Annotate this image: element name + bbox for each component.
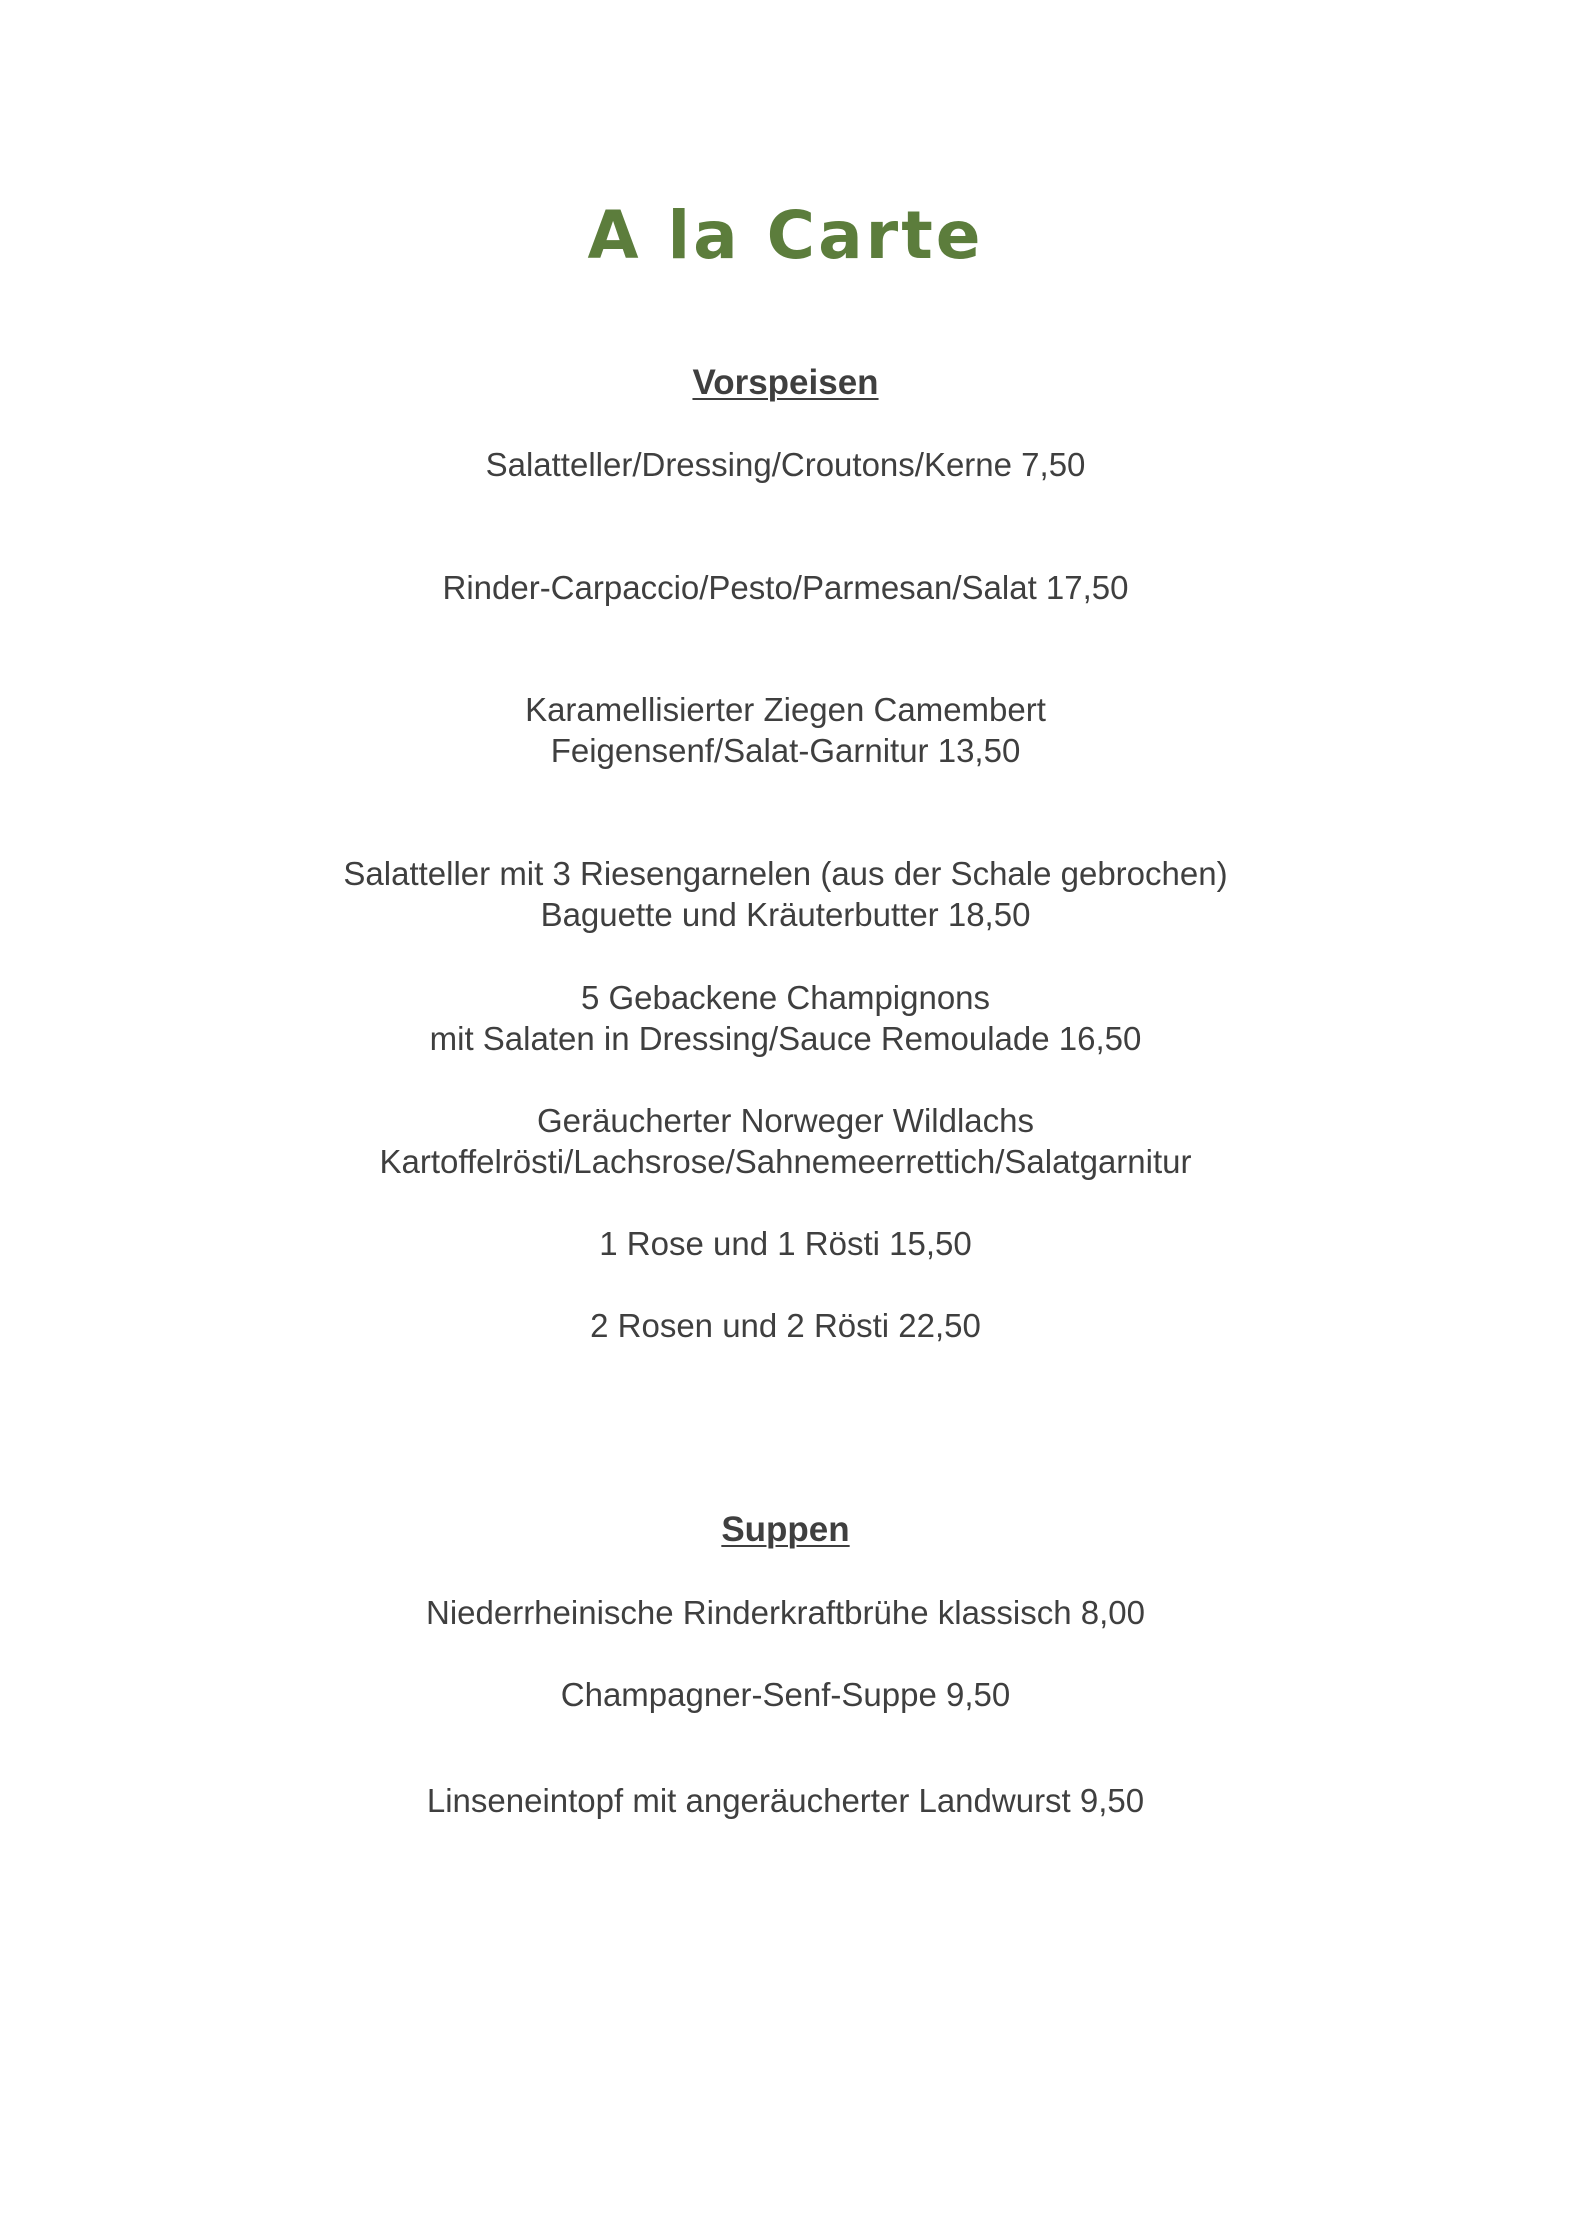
menu-item [0, 1223, 1571, 1264]
menu-item-line: 1 Rose und 1 Rösti 15,50 [599, 1225, 972, 1262]
menu-item [0, 1592, 1571, 1633]
menu-item-line: Feigensenf/Salat-Garnitur 13,50 [550, 732, 1021, 769]
section-heading-suppen: Suppen [721, 1510, 850, 1549]
menu-item-line: 5 Gebackene Champignons [580, 979, 991, 1016]
menu-item-line: Niederrheinische Rinderkraftbrühe klassisch 8,00 [425, 1594, 1146, 1631]
section-heading-vorspeisen: Vorspeisen [692, 363, 879, 402]
menu-item [0, 1305, 1571, 1346]
menu-item-line: mit Salaten in Dressing/Sauce Remoulade 16,50 [429, 1020, 1142, 1057]
page-title: A la Carte [587, 197, 984, 274]
menu-item-line: Geräucherter Norweger Wildlachs [536, 1102, 1034, 1139]
menu-item-line: Karamellisierter Ziegen Camembert [525, 691, 1046, 728]
menu-item [0, 977, 1571, 1059]
menu-item [0, 689, 1571, 771]
menu-item-line: Rinder-Carpaccio/Pesto/Parmesan/Salat 17,50 [442, 569, 1129, 606]
menu-item-line: Linseneintopf mit angeräucherter Landwurst 9,50 [426, 1782, 1145, 1819]
menu-item-line: Kartoffelrösti/Lachsrose/Sahnemeerrettich/Salatgarnitur [379, 1143, 1192, 1180]
menu-item-line: Baguette und Kräuterbutter 18,50 [540, 896, 1031, 933]
menu-item [0, 1780, 1571, 1821]
menu-item [0, 1674, 1571, 1715]
menu-item-line: Salatteller mit 3 Riesengarnelen (aus der Schale gebrochen) [343, 855, 1228, 892]
menu-item-line: Champagner-Senf-Suppe 9,50 [560, 1676, 1011, 1713]
menu-item [0, 567, 1571, 608]
menu-item [0, 444, 1571, 485]
menu-item [0, 853, 1571, 935]
menu-item-line: Salatteller/Dressing/Croutons/Kerne 7,50 [485, 446, 1086, 483]
menu-item [0, 1100, 1571, 1182]
menu-item-line: 2 Rosen und 2 Rösti 22,50 [590, 1307, 981, 1344]
